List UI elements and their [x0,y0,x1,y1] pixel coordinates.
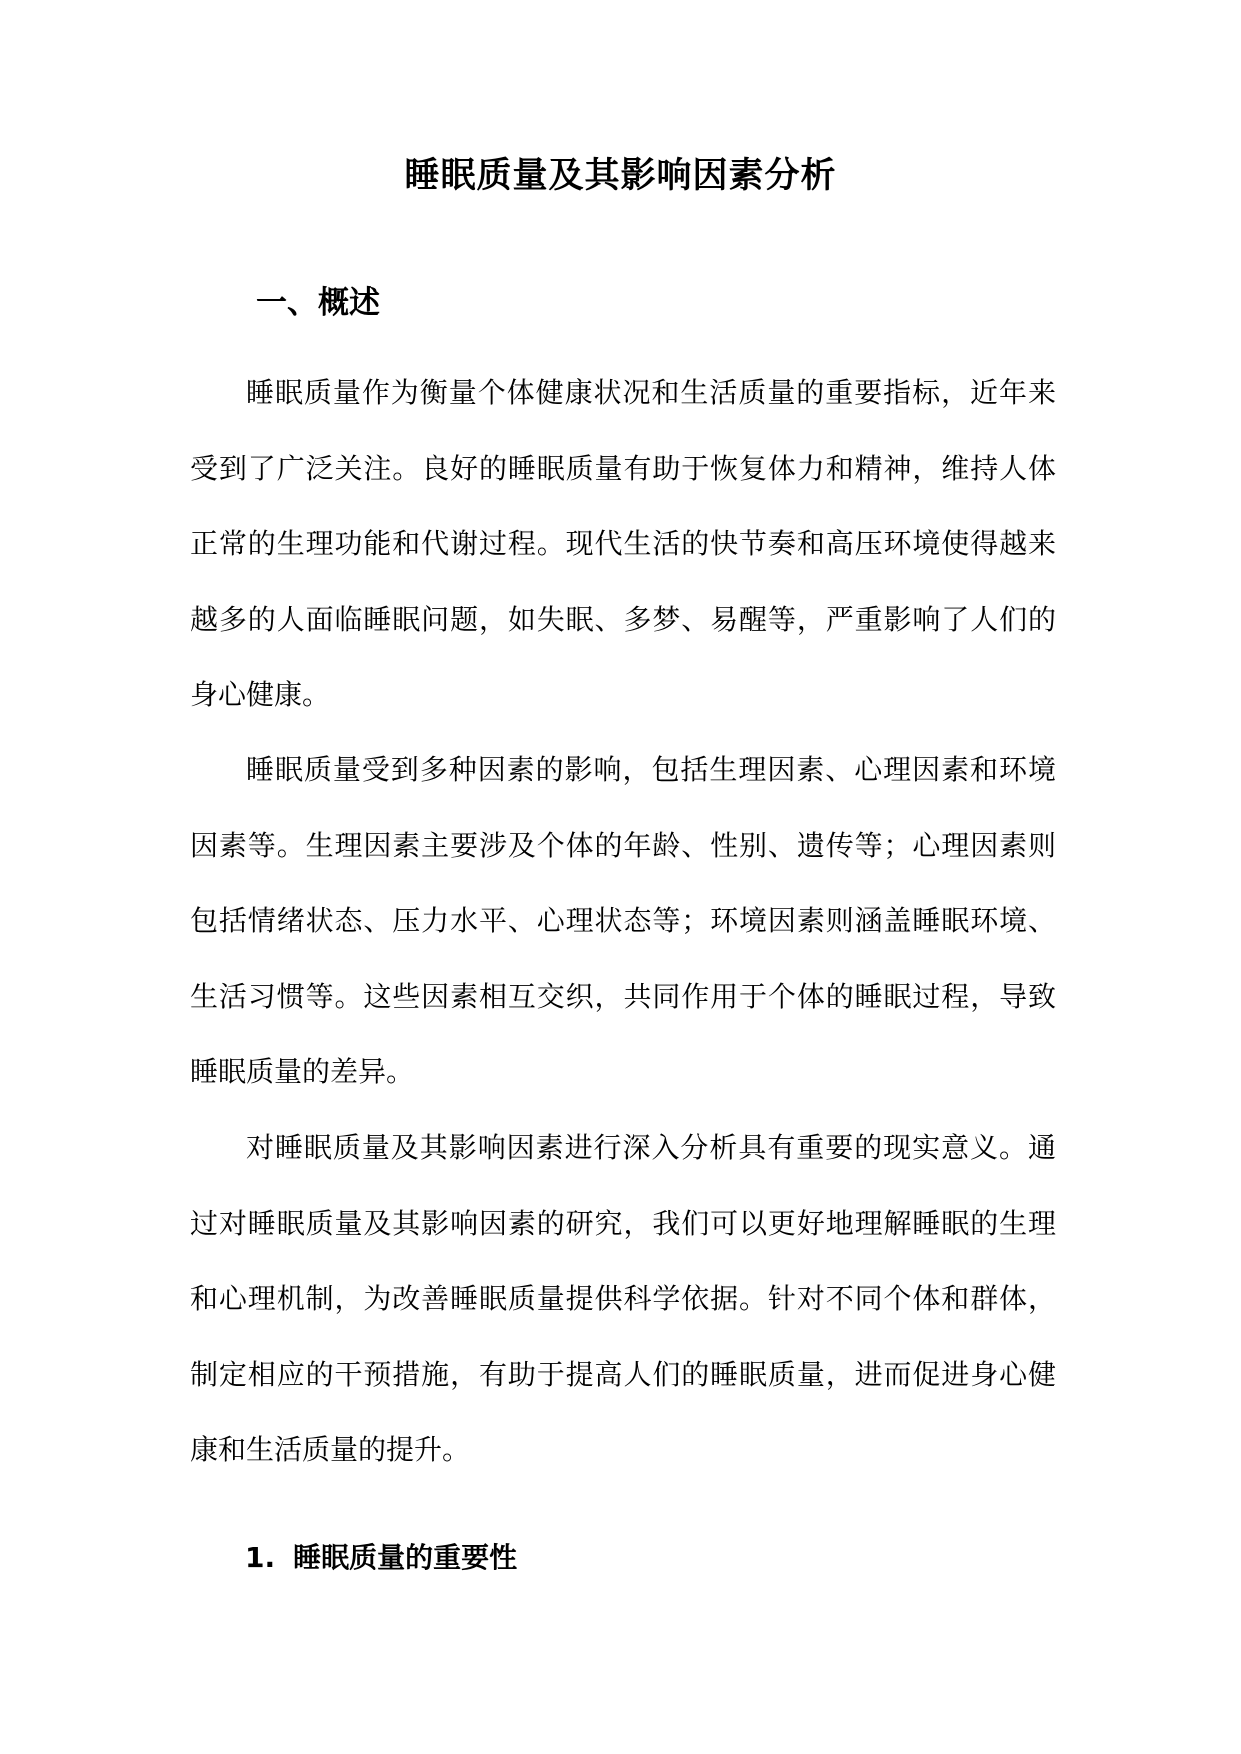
subsection-title: 睡眠质量的重要性 [293,1541,518,1574]
section-heading-overview: 一、概述 [256,285,380,321]
document-title: 睡眠质量及其影响因素分析 [404,155,837,196]
subsection-heading [245,1533,517,1583]
subsection-number: 1. [245,1541,276,1574]
paragraph-1: 睡眠质量作为衡量个体健康状况和生活质量的重要指标，近年来受到了广泛关注。良好的睡眠质量有助于恢复体力和精神，维持人体正常的生理功能和代谢过程。现代生活的快节奏和高压环境使得越来越多的人面临睡眠问题，如失眠、多梦、易醒等，严重影响了人们的身心健康。 [190,376,1056,712]
paragraph-3: 对睡眠质量及其影响因素进行深入分析具有重要的现实意义。通过对睡眠质量及其影响因素的研究，我们可以更好地理解睡眠的生理和心理机制，为改善睡眠质量提供科学依据。针对不同个体和群体，制定相应的干预措施，有助于提高人们的睡眠质量，进而促进身心健康和生活质量的提升。 [190,1131,1056,1467]
paragraph-2: 睡眠质量受到多种因素的影响，包括生理因素、心理因素和环境因素等。生理因素主要涉及个体的年龄、性别、遗传等；心理因素则包括情绪状态、压力水平、心理状态等；环境因素则涵盖睡眠环境、生活习惯等。这些因素相互交织，共同作用于个体的睡眠过程，导致睡眠质量的差异。 [190,753,1056,1089]
